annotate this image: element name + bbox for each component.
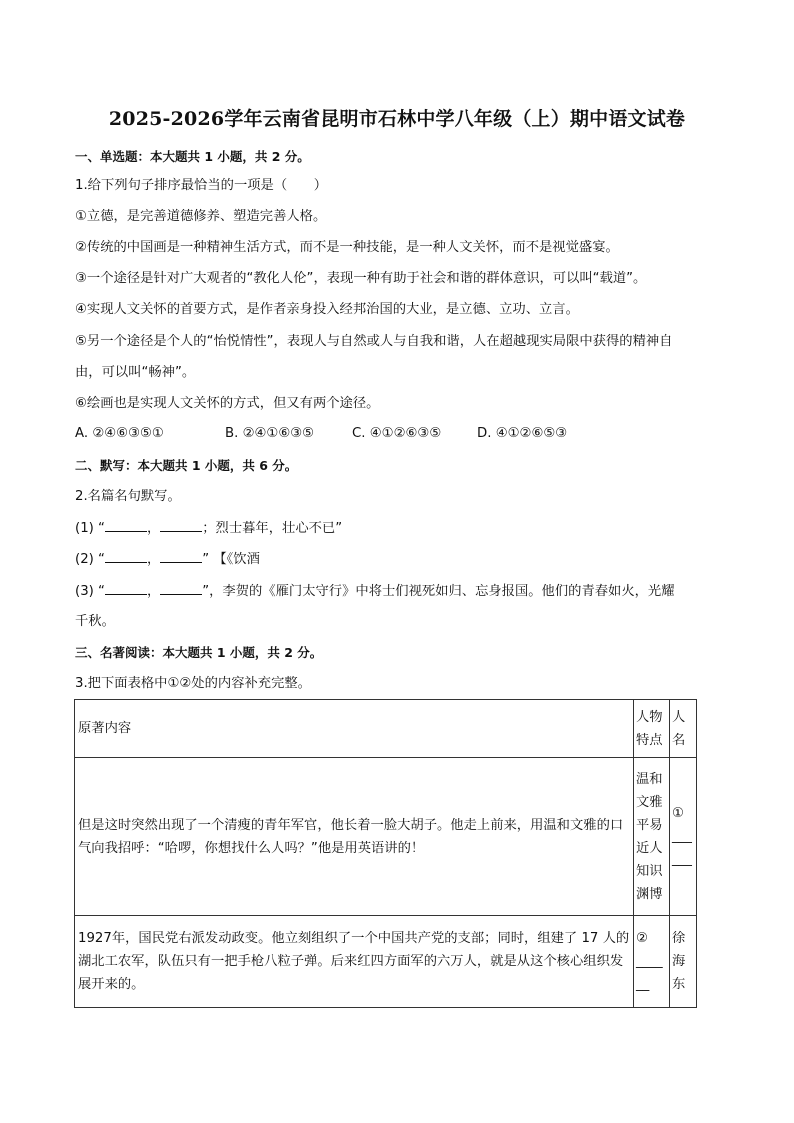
section-heading-1: 一、单选题：本大题共 1 小题，共 2 分。 [75, 149, 310, 164]
q1-sentence-3: ③一个途径是针对广大观者的“教化人伦”，表现一种有助于社会和谐的群体意识，可以叫“载道”。 [75, 271, 647, 286]
blank-2b[interactable] [160, 549, 202, 563]
option-a[interactable]: A. ②④⑥③⑤① [75, 426, 164, 441]
q1-sentence-5-continued: 由，可以叫“畅神”。 [75, 365, 196, 380]
q1-sentence-6: ⑥绘画也是实现人文关怀的方式，但又有两个途径。 [75, 396, 380, 411]
question-2-stem: 2.名篇名句默写。 [75, 489, 181, 504]
section-heading-2: 二、默写：本大题共 1 小题，共 6 分。 [75, 458, 298, 473]
q1-sentence-1: ①立德，是完善道德修养、塑造完善人格。 [75, 209, 327, 224]
header-name: 人名 [670, 700, 697, 758]
blank-1a[interactable] [105, 518, 147, 532]
row2-content: 1927年，国民党右派发动政变。他立刻组织了一个中国共产党的支部；同时，组建了 17 人的湖北工农军，队伍只有一把手枪八粒子弹。后来红四方面军的六万人，就是从这个核心组织发展开来的。 [75, 916, 634, 1008]
q2-item-2: (2) “ ， ” 【《饮酒 [75, 549, 260, 570]
row1-trait: 温和文雅平易近人知识渊博 [634, 758, 670, 916]
q2-item-1: (1) “ ， ；烈士暮年，壮心不已” [75, 518, 342, 539]
q1-options [75, 424, 567, 444]
blank-3a[interactable] [105, 581, 147, 595]
q1-sentence-4: ④实现人文关怀的首要方式，是作者亲身投入经邦治国的大业，是立德、立功、立言。 [75, 302, 579, 317]
row2-trait-blank[interactable]: ② ____ __ [634, 916, 670, 1008]
table-row [75, 916, 697, 1008]
section-heading-3: 三、名著阅读：本大题共 1 小题，共 2 分。 [75, 645, 323, 660]
header-content: 原著内容 [75, 700, 634, 758]
header-trait: 人物特点 [634, 700, 670, 758]
question-1-stem: 1.给下列句子排序最恰当的一项是（ ） [75, 178, 328, 193]
q2-item-3-continued: 千秋。 [75, 614, 115, 629]
table-header-row [75, 700, 697, 758]
page-title: 2025-2026学年云南省昆明市石林中学八年级（上）期中语文试卷 [108, 108, 686, 130]
option-c[interactable]: C. ④①②⑥③⑤ [352, 426, 442, 441]
q1-sentence-2: ②传统的中国画是一种精神生活方式，而不是一种技能，是一种人文关怀，而不是视觉盛宴。 [75, 240, 619, 255]
blank-2a[interactable] [105, 549, 147, 563]
row1-content: 但是这时突然出现了一个清瘦的青年军官，他长着一脸大胡子。他走上前来，用温和文雅的口气向我招呼：“哈啰，你想找什么人吗？”他是用英语讲的！ [75, 758, 634, 916]
table-row [75, 758, 697, 916]
blank-3b[interactable] [160, 581, 202, 595]
q2-item-3: (3) “ ， ”，李贺的《雁门太守行》中将士们视死如归、忘身报国。他们的青春如火，光耀 [75, 581, 675, 602]
question-3-stem: 3.把下面表格中①②处的内容补充完整。 [75, 676, 311, 691]
row2-name: 徐海东 [670, 916, 697, 1008]
reading-table [74, 699, 697, 1008]
q1-sentence-5: ⑤另一个途径是个人的“怡悦情性”，表现人与自然或人与自我和谐，人在超越现实局限中获得的精神自 [75, 334, 673, 349]
option-b[interactable]: B. ②④①⑥③⑤ [225, 426, 315, 441]
blank-1b[interactable] [160, 518, 202, 532]
row1-name-blank[interactable]: ① ___ ___ [670, 758, 697, 916]
option-d[interactable]: D. ④①②⑥⑤③ [477, 426, 568, 441]
